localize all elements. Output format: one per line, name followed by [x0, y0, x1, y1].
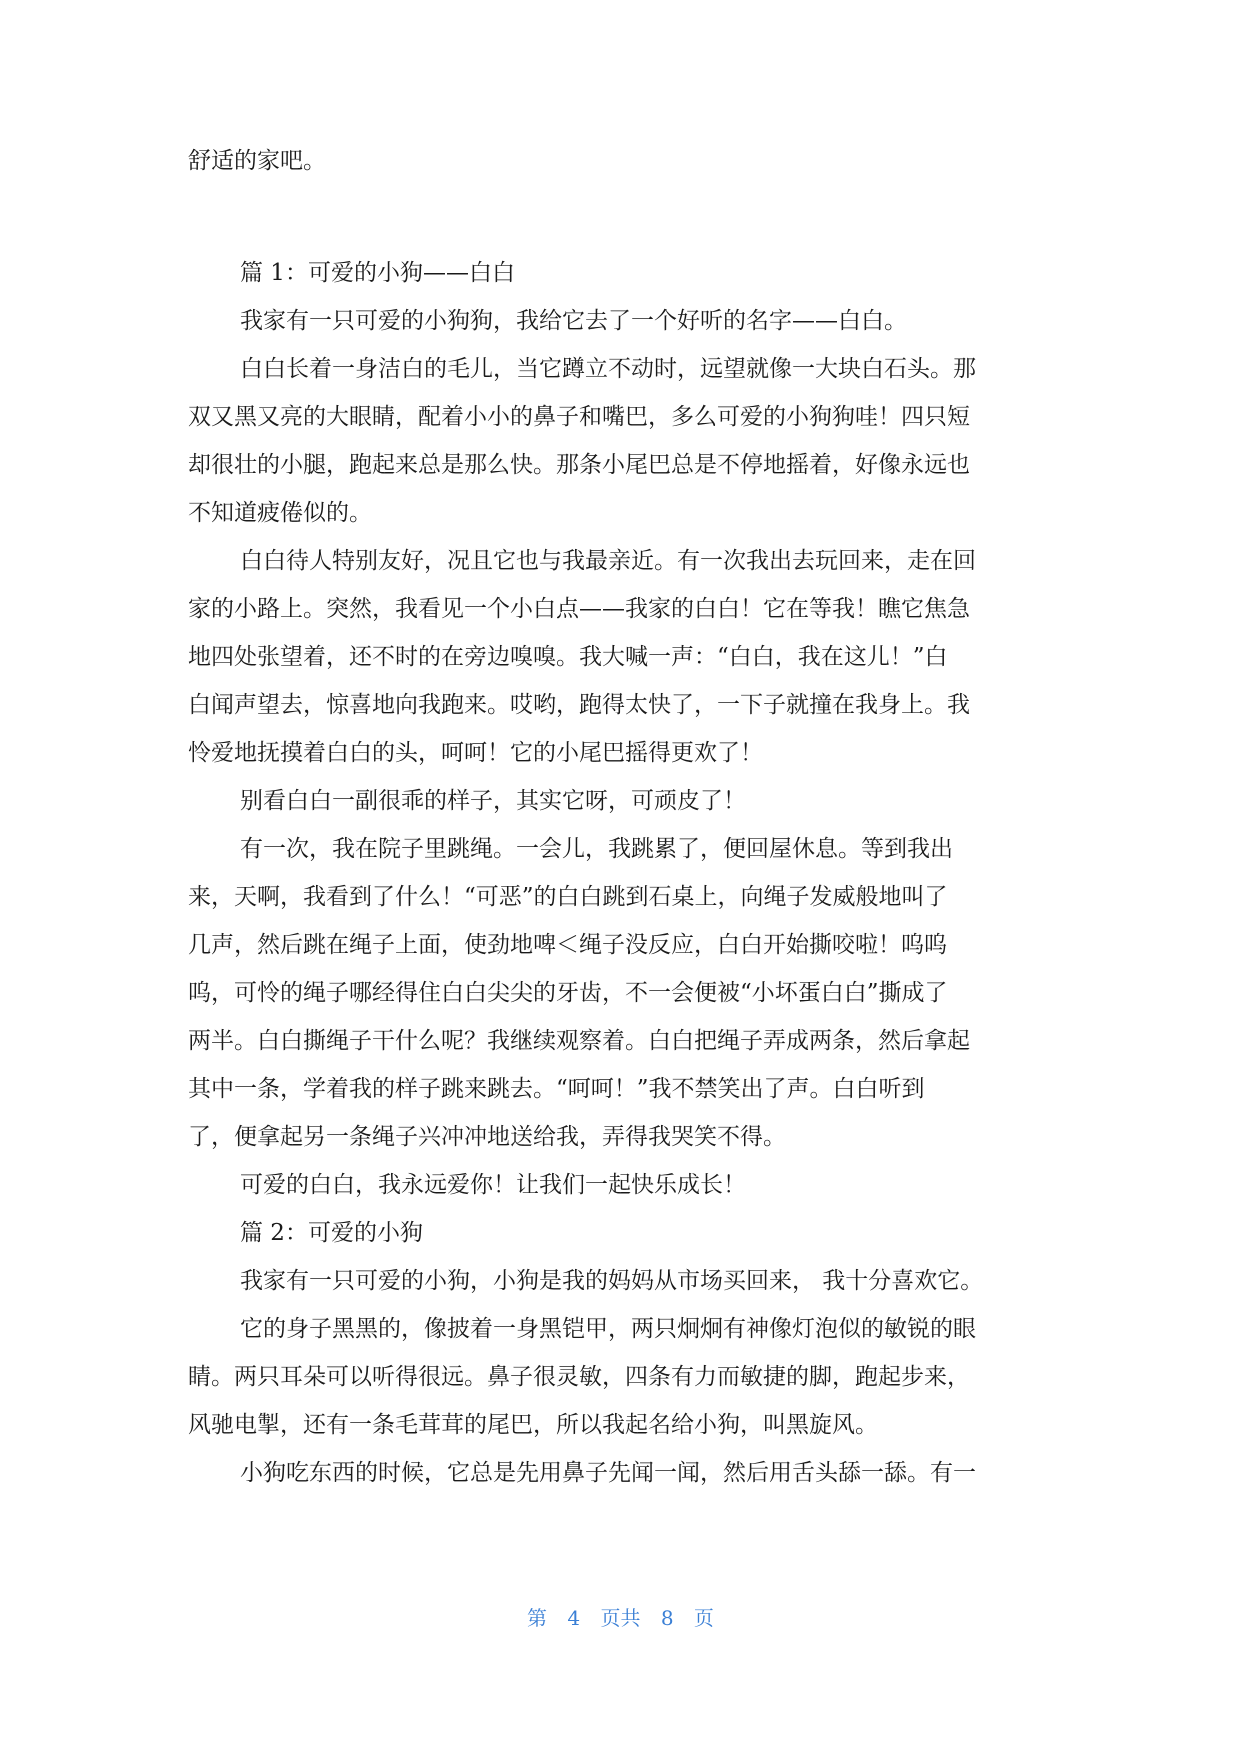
page-number: 第 4 页共 8 页 [527, 1606, 714, 1630]
text-line: 两半。白白撕绳子干什么呢？我继续观察着。白白把绳子弄成两条，然后拿起 [188, 1028, 970, 1054]
text-line: 风驰电掣，还有一条毛茸茸的尾巴，所以我起名给小狗，叫黑旋风。 [188, 1412, 878, 1438]
text-line: 地四处张望着，还不时的在旁边嗅嗅。我大喊一声：“白白，我在这儿！”白 [188, 644, 948, 670]
text-line: 有一次，我在院子里跳绳。一会儿，我跳累了，便回屋休息。等到我出 [240, 836, 953, 862]
section-heading: 篇 1：可爱的小狗——白白 [240, 260, 515, 286]
text-line: 怜爱地抚摸着白白的头，呵呵！它的小尾巴摇得更欢了！ [188, 740, 763, 766]
text-line: 呜，可怜的绳子哪经得住白白尖尖的牙齿，不一会便被“小坏蛋白白”撕成了 [188, 980, 948, 1006]
text-line: 白白待人特别友好，况且它也与我最亲近。有一次我出去玩回来，走在回 [240, 548, 976, 574]
text-line: 我家有一只可爱的小狗，小狗是我的妈妈从市场买回来， 我十分喜欢它。 [240, 1268, 984, 1294]
text-line: 不知道疲倦似的。 [188, 500, 372, 526]
text-line: 白白长着一身洁白的毛儿，当它蹲立不动时，远望就像一大块白石头。那 [240, 356, 976, 382]
text-line: 别看白白一副很乖的样子，其实它呀，可顽皮了！ [240, 788, 746, 814]
text-line: 家的小路上。突然，我看见一个小白点——我家的白白！它在等我！瞧它焦急 [188, 596, 970, 622]
text-line: 了，便拿起另一条绳子兴冲冲地送给我，弄得我哭笑不得。 [188, 1124, 786, 1150]
text-line: 可爱的白白，我永远爱你！让我们一起快乐成长！ [240, 1172, 746, 1198]
text-line: 小狗吃东西的时候，它总是先用鼻子先闻一闻，然后用舌头舔一舔。有一 [240, 1460, 976, 1486]
section-heading: 篇 2：可爱的小狗 [240, 1220, 423, 1246]
text-line: 来，天啊，我看到了什么！“可恶”的白白跳到石桌上，向绳子发威般地叫了 [188, 884, 948, 910]
text-line: 几声，然后跳在绳子上面，使劲地啤＜绳子没反应，白白开始撕咬啦！呜呜 [188, 932, 947, 958]
text-line: 它的身子黑黑的，像披着一身黑铠甲，两只炯炯有神像灯泡似的敏锐的眼 [240, 1316, 976, 1342]
text-line: 舒适的家吧。 [188, 148, 326, 174]
text-line: 其中一条，学着我的样子跳来跳去。“呵呵！”我不禁笑出了声。白白听到 [188, 1076, 925, 1102]
text-line: 双又黑又亮的大眼睛，配着小小的鼻子和嘴巴，多么可爱的小狗狗哇！四只短 [188, 404, 970, 430]
text-line: 我家有一只可爱的小狗狗，我给它去了一个好听的名字——白白。 [240, 308, 907, 334]
text-line: 睛。两只耳朵可以听得很远。鼻子很灵敏，四条有力而敏捷的脚，跑起步来， [188, 1364, 970, 1390]
text-line: 白闻声望去，惊喜地向我跑来。哎哟，跑得太快了，一下子就撞在我身上。我 [188, 692, 970, 718]
text-line: 却很壮的小腿，跑起来总是那么快。那条小尾巴总是不停地摇着，好像永远也 [188, 452, 970, 478]
